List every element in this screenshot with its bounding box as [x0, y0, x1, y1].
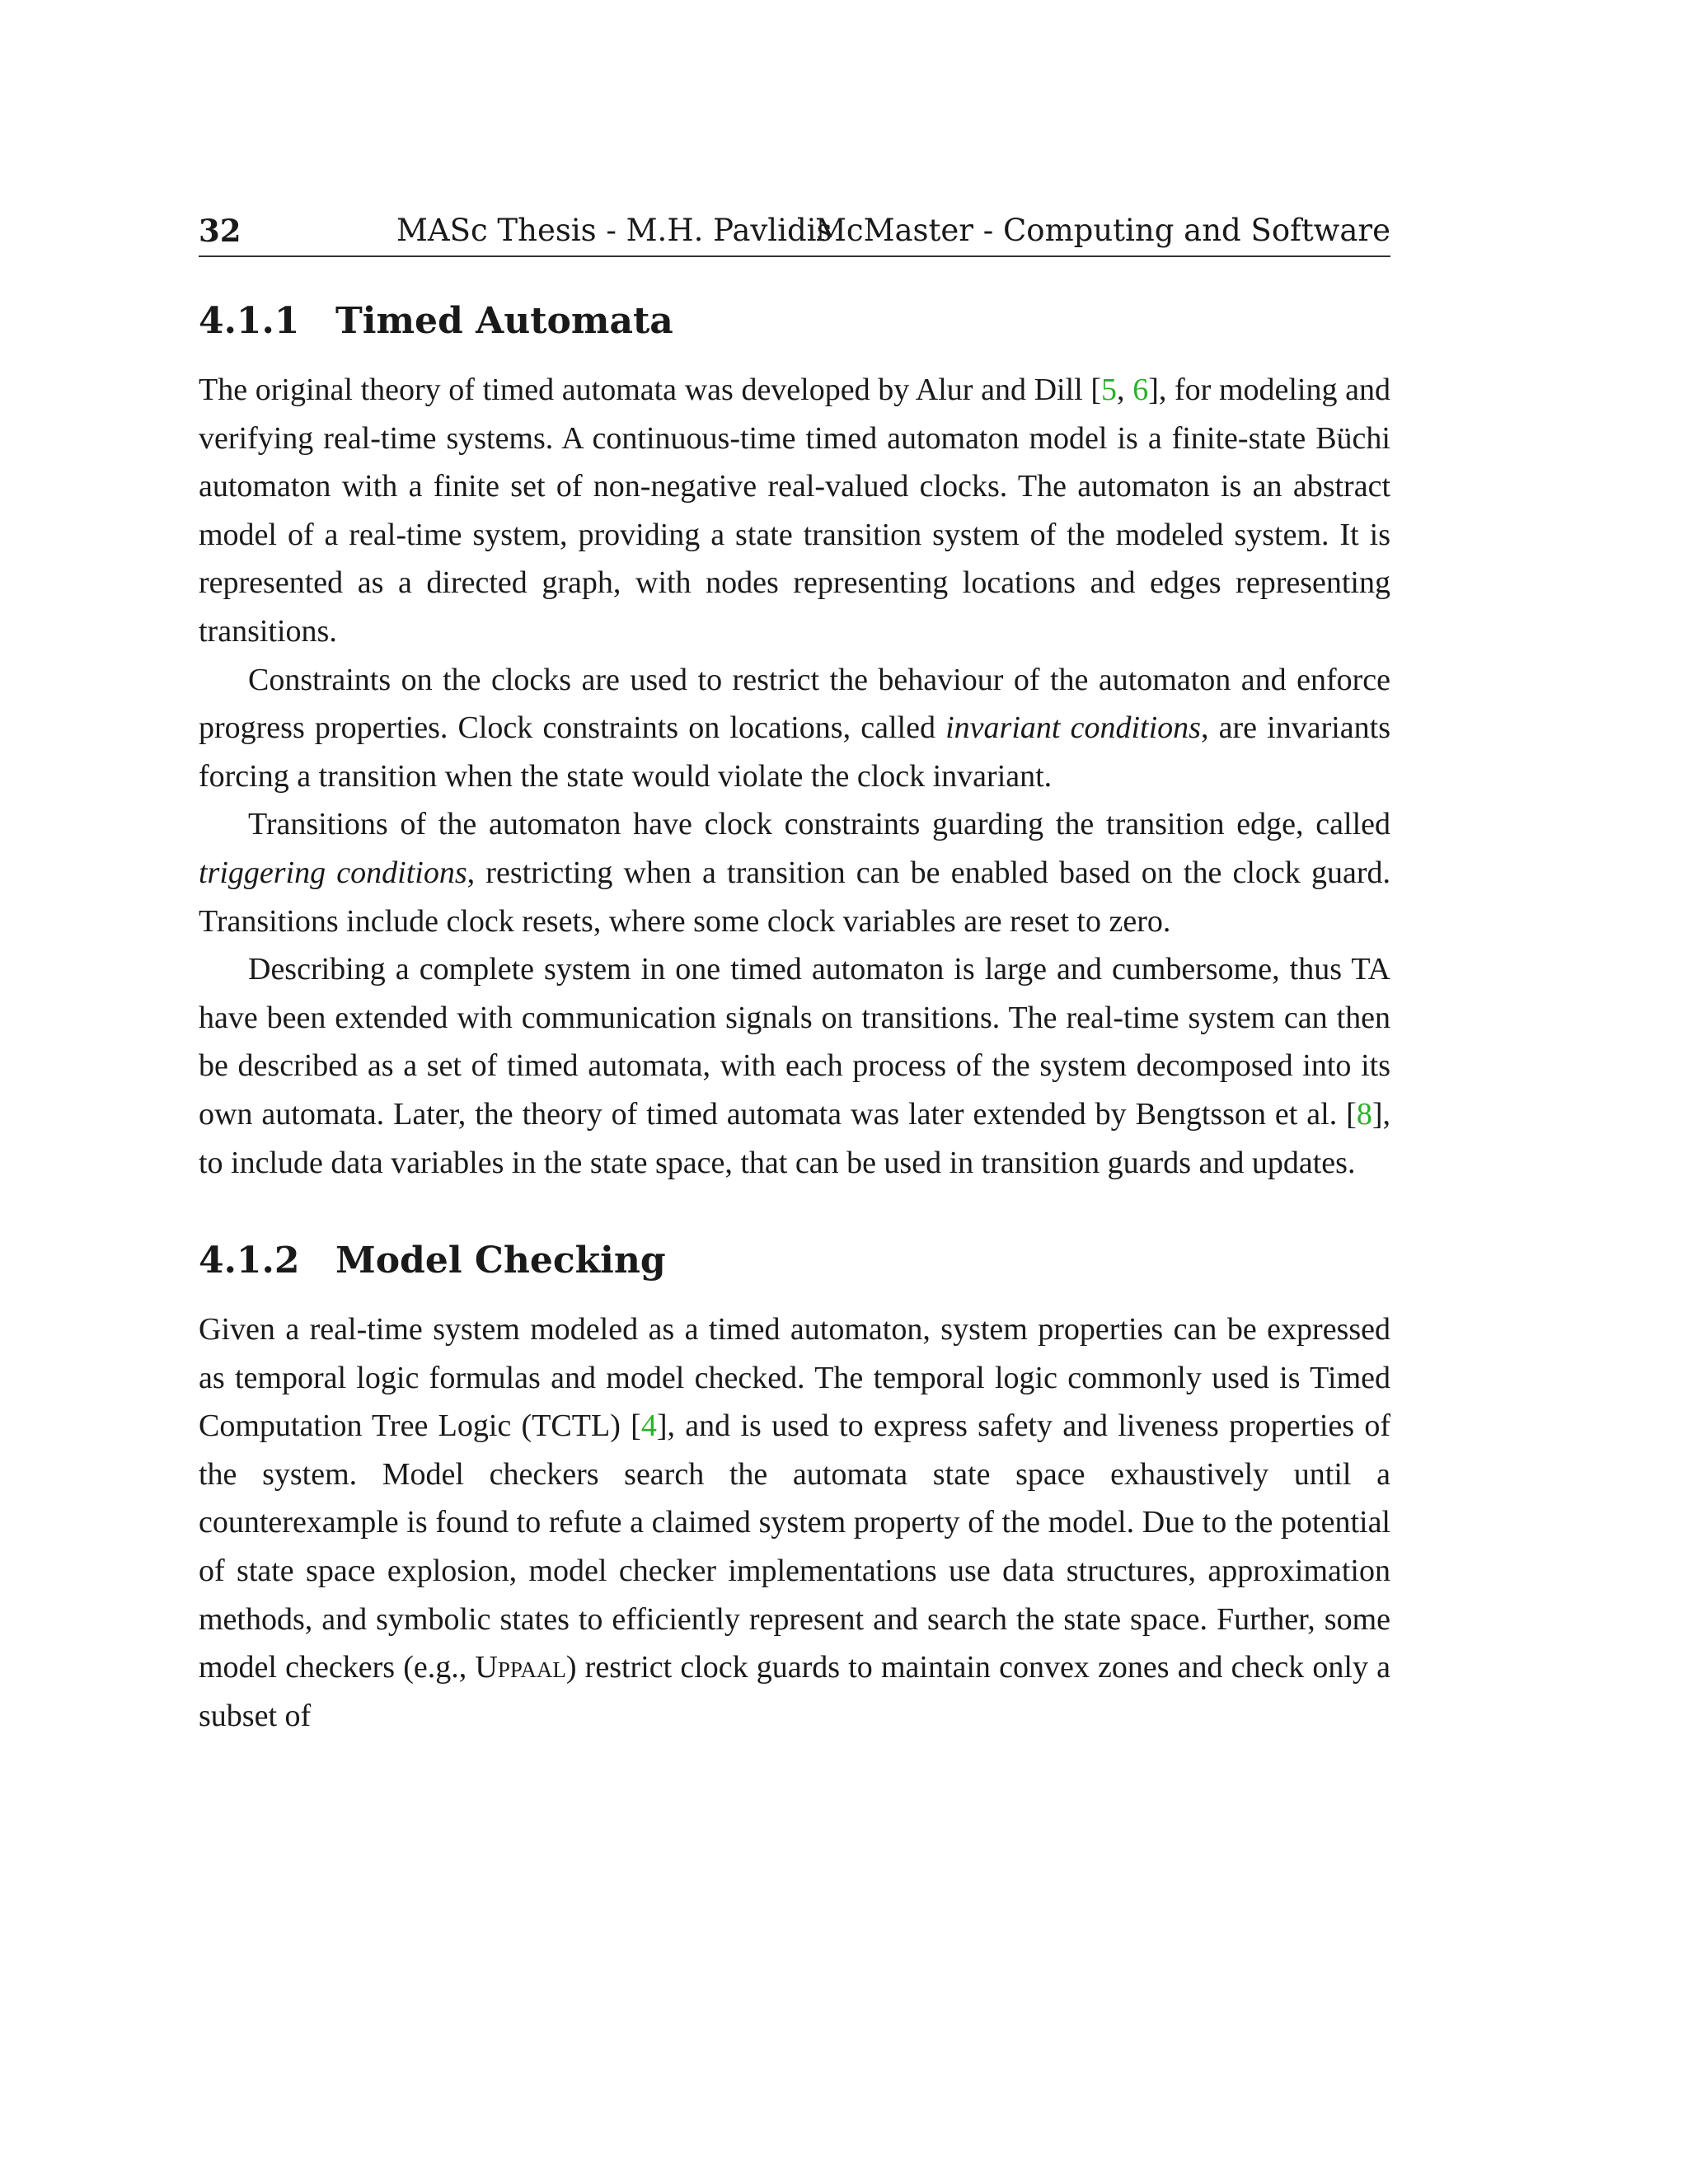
citation-link[interactable]: 4 — [640, 1408, 657, 1444]
text-run: ], to include data variables in the state space, that can be used in transition guards and updates. — [199, 1096, 1390, 1180]
text-run: Transitions of the automaton have clock constraints guarding the transition edge, called — [248, 807, 1390, 842]
emphasized-term: triggering conditions — [199, 855, 467, 890]
section-heading-model-checking — [199, 1236, 1390, 1286]
page — [199, 206, 1390, 1740]
text-run: The original theory of timed automata was developed by Alur and Dill [ — [199, 373, 1102, 407]
section-number: 4.1.2 — [199, 1240, 300, 1282]
paragraph — [199, 800, 1390, 945]
text-run: , — [1117, 373, 1133, 407]
text-run: ], and is used to express safety and liveness properties of the system. Model checkers search the automata state space exhaustively until a counterexample is found to refute a claimed system property of the model. Due to the potential of state space explosion, model checker implementations use data structures, approximation methods, and symbolic states to efficiently represent and search the state space. Further, some model checkers (e.g., — [199, 1408, 1390, 1685]
text-run: Given a real-time system modeled as a timed automaton, system properties can be expressed as temporal logic formulas and model checked. The temporal logic commonly used is Timed Computation Tree Logic (TCTL) [ — [199, 1312, 1390, 1444]
section-heading-timed-automata — [199, 297, 1390, 346]
header-thesis-author: MASc Thesis - M.H. Pavlidis — [396, 213, 832, 248]
text-run: Describing a complete system in one timed automaton is large and cumbersome, thus TA have been extended with communication signals on transitions. The real-time system can then be described as a set of timed automata, with each process of the system decomposed into its own automata. Later, the theory of timed automata was later extended by Bengtsson et al. [ — [199, 952, 1390, 1132]
text-run: ) restrict clock guards to maintain convex zones and check only a subset of — [199, 1650, 1390, 1733]
citation-link[interactable]: 5 — [1101, 373, 1118, 407]
section-title: Model Checking — [335, 1240, 666, 1282]
header-department: McMaster - Computing and Software — [814, 213, 1390, 248]
tool-name-uppaal: Uppaal — [475, 1650, 566, 1685]
paragraph — [199, 656, 1390, 801]
page-number: 32 — [199, 213, 241, 249]
emphasized-term: invariant conditions — [945, 710, 1201, 746]
text-run: , restricting when a transition can be enabled based on the clock guard. Transitions include clock resets, where some clock variables are reset to zero. — [199, 855, 1390, 939]
paragraph — [199, 945, 1390, 1187]
paragraph — [199, 366, 1390, 656]
section-title: Timed Automata — [335, 300, 673, 342]
section-number: 4.1.1 — [199, 300, 300, 342]
paragraph — [199, 1305, 1390, 1740]
text-run: Constraints on the clocks are used to restrict the behaviour of the automaton and enforce progress properties. Clock constraints on locations, called — [199, 662, 1390, 746]
citation-link[interactable]: 6 — [1132, 373, 1149, 407]
text-run: , are invariants forcing a transition when the state would violate the clock invariant. — [199, 710, 1391, 794]
citation-link[interactable]: 8 — [1356, 1096, 1372, 1132]
text-run: ], for modeling and verifying real-time systems. A continuous-time timed automaton model is a finite-state Büchi automaton with a finite set of non-negative real-valued clocks. The automaton is an abstract model of a real-time system, providing a state transition system of the modeled system. It is represented as a directed graph, with nodes representing locations and edges representing transitions. — [199, 373, 1390, 649]
running-header — [199, 206, 1390, 257]
